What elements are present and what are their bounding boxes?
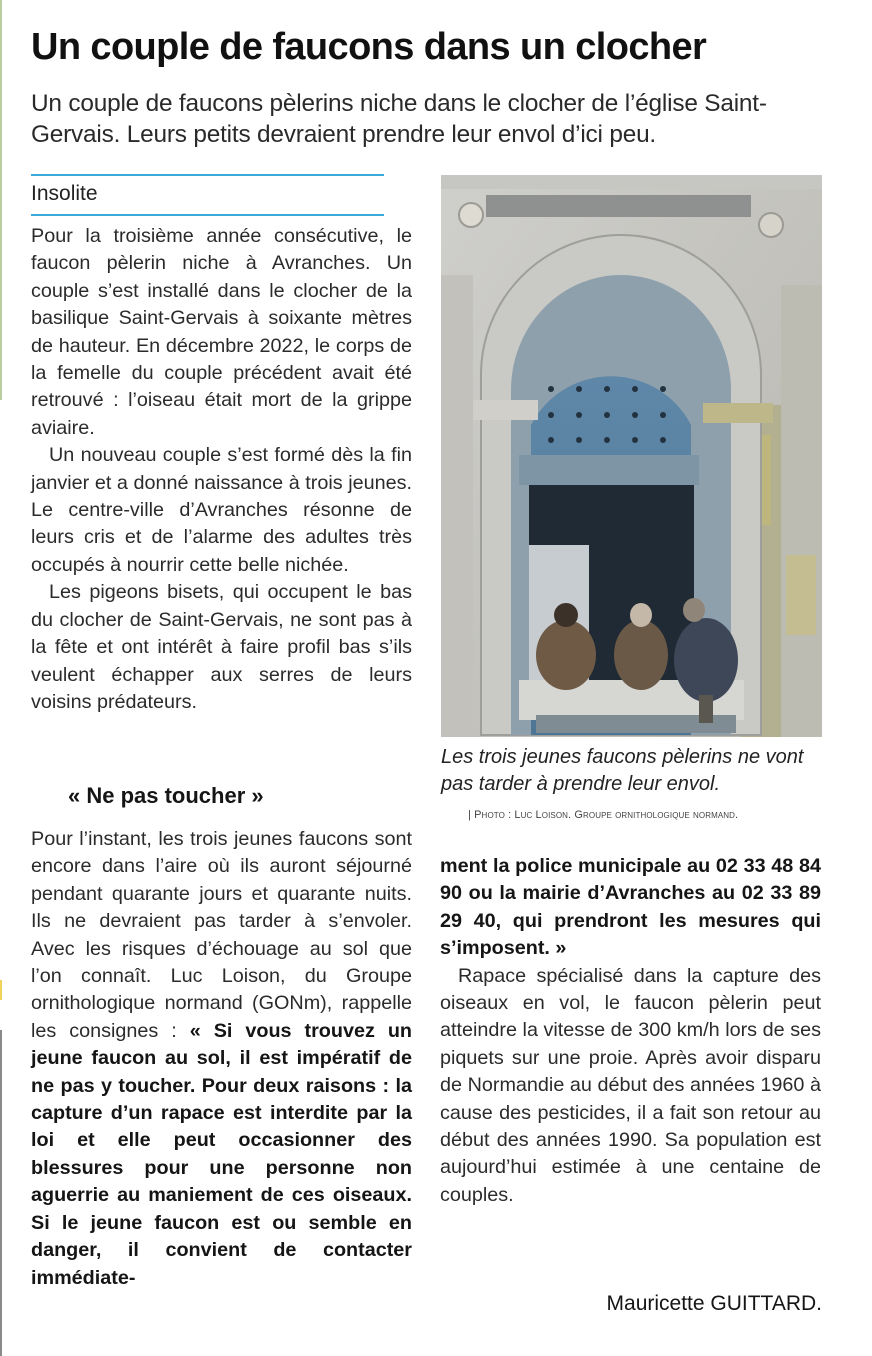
standfirst: Un couple de faucons pèlerins niche dans le clocher de l’église Saint-Gervais. Leurs petits devraient prendre leur envol d’ici peu. xyxy=(31,90,767,148)
page-edge-mark xyxy=(0,0,2,400)
paragraph xyxy=(31,826,412,1292)
credit-bar: | xyxy=(468,809,475,821)
intertitle: « Ne pas toucher » xyxy=(68,783,264,808)
quote-continuation: ment la police municipale au 02 33 48 84 90 ou la mairie d’Avranches au 02 33 89 29 40, qui prendront les mesures qui s’imposent. » xyxy=(440,855,821,960)
credit-text: Photo : Luc Loison. Groupe ornithologique normand. xyxy=(474,809,739,821)
quote-text: « Si vous trouvez un jeune faucon au sol, il est impératif de ne pas y toucher. Pour deux raisons : la capture d’un rapace est interdite par la loi et elle peut occasionner des blessures pour une personne non aguerrie au maniement de ces oiseaux. Si le jeune faucon est ou semble en danger, il convient de contacter immédiate- xyxy=(31,1019,412,1289)
rubric-rule-top xyxy=(31,174,384,176)
paragraph: Les pigeons bisets, qui occupent le bas du clocher de Saint-Gervais, ne sont pas à la fête et ont intérêt à faire profil bas s’ils veulent échapper aux serres de leurs voisins prédateurs. xyxy=(31,581,412,713)
photo-caption: Les trois jeunes faucons pèlerins ne vont pas tarder à prendre leur envol. xyxy=(441,746,804,795)
column-1-bottom xyxy=(31,826,412,1292)
paragraph: Un nouveau couple s’est formé dès la fin janvier et a donné naissance à trois jeunes. Le centre-ville d’Avranches résonne de leurs cris et de l’alarme des adultes très occupés à nourrir cette belle nichée. xyxy=(31,444,412,576)
falcon-photo xyxy=(441,175,822,737)
rubric-rule-bottom xyxy=(31,214,384,216)
paragraph: Pour la troisième année consécutive, le faucon pèlerin niche à Avranches. Un couple s’est installé dans le clocher de la basilique Saint-Gervais à soixante mètres de hauteur. En décembre 2022, le corps de la femelle du couple précédent avait été retrouvé : l’oiseau était mort de la grippe aviaire. xyxy=(31,225,412,439)
rubric-label: Insolite xyxy=(31,182,98,205)
page-edge-mark xyxy=(0,980,2,1000)
author-signature: Mauricette GUITTARD. xyxy=(606,1292,822,1315)
column-1-top xyxy=(31,223,412,716)
photo-illustration xyxy=(441,175,822,737)
photo-credit xyxy=(468,809,738,821)
column-2 xyxy=(440,853,821,1209)
paragraph: Rapace spécialisé dans la capture des oiseaux en vol, le faucon pèlerin peut atteindre la vitesse de 300 km/h lors de ses piquets sur une proie. Après avoir disparu de Normandie au début des années 1960 à cause des pesticides, il a fait son retour au début des années 1990. Sa population est aujourd’hui estimée à une centaine de couples. xyxy=(440,964,821,1206)
paragraph-text: Pour l’instant, les trois jeunes faucons sont encore dans l’aire où ils auront séjourné pendant quarante jours et quarante nuits. Ils ne devraient pas tarder à s’envoler. Avec les risques d’échouage au sol que l’on connaît. Luc Loison, du Groupe ornithologique normand (GONm), rappelle les consignes : xyxy=(31,828,412,1042)
page-edge-mark xyxy=(0,1030,2,1356)
headline: Un couple de faucons dans un clocher xyxy=(31,26,707,68)
